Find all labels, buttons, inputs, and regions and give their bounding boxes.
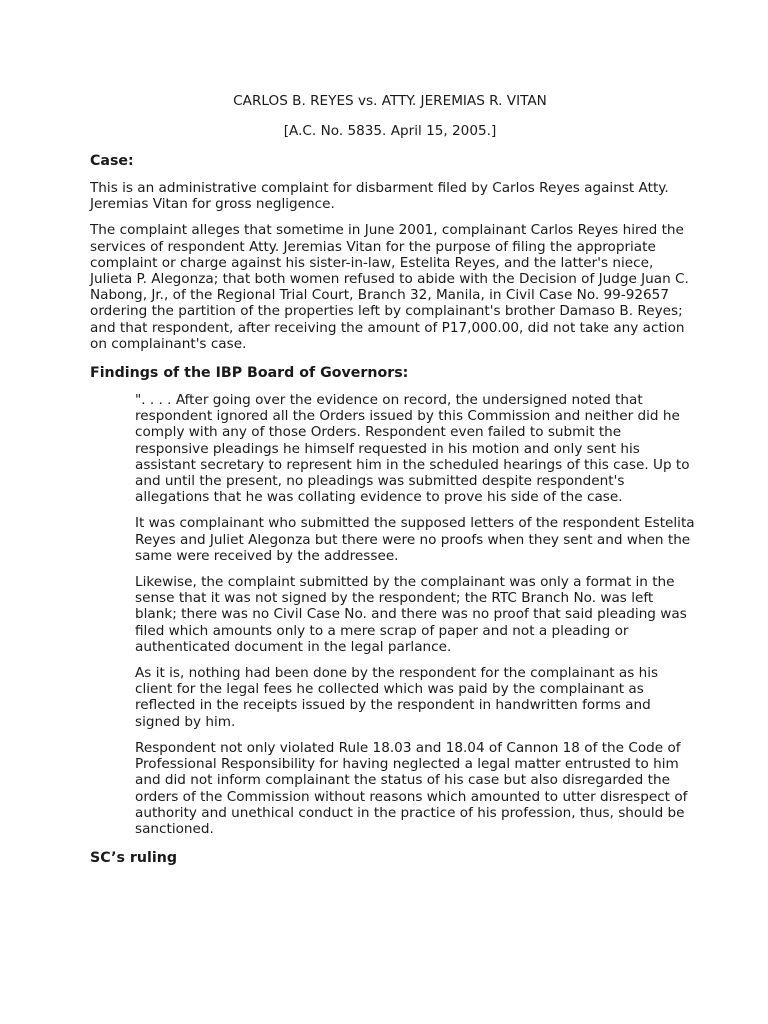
document-title: CARLOS B. REYES vs. ATTY. JEREMIAS R. VITAN: [233, 93, 547, 109]
case-heading: Case:: [90, 153, 134, 169]
case-paragraph: This is an administrative complaint for disbarment filed by Carlos Reyes against Atty. Jeremias Vitan for gross negligence.: [90, 180, 669, 213]
findings-quote-paragraph: It was complainant who submitted the supposed letters of the respondent Estelita Reyes and Juliet Alegonza but there were no proofs when they sent and when the same were received by the addressee.: [135, 515, 695, 564]
ruling-heading: SC’s ruling: [90, 850, 178, 867]
document-page: [90, 92, 695, 867]
findings-quote-paragraph: Respondent not only violated Rule 18.03 and 18.04 of Cannon 18 of the Code of Professional Responsibility for having neglected a legal matter entrusted to him and did not inform complainant the status of his case but also disregarded the orders of the Commission without reasons which amounted to utter disrespect of authority and unethical conduct in the practice of his profession, thus, should be sanctioned.: [135, 739, 688, 837]
findings-quote-paragraph: ". . . . After going over the evidence on record, the undersigned noted that respondent ignored all the Orders issued by this Commission and neither did he comply with any of those Orders. Respondent even failed to submit the responsive pleadings he himself requested in his motion and only sent his assistant secretary to represent him in the scheduled hearings of this case. Up to and until the present, no pleadings was submitted despite respondent's allegations that he was collating evidence to prove his side of the case.: [135, 392, 690, 506]
case-paragraph: The complaint alleges that sometime in June 2001, complainant Carlos Reyes hired the services of respondent Atty. Jeremias Vitan for the purpose of filing the appropriate complaint or charge against his sister-in-law, Estelita Reyes, and the latter's niece, Julieta P. Alegonza; that both women refused to abide with the Decision of Judge Juan C. Nabong, Jr., of the Regional Trial Court, Branch 32, Manila, in Civil Case No. 99-92657 ordering the partition of the properties left by complainant's brother Damaso B. Reyes; and that respondent, after receiving the amount of P17,000.00, did not take any action on complainant's case.: [90, 222, 689, 352]
findings-quote-paragraph: Likewise, the complaint submitted by the complainant was only a format in the sense that it was not signed by the respondent; the RTC Branch No. was left blank; there was no Civil Case No. and there was no proof that said pleading was filed which amounts only to a mere scrap of paper and not a pleading or authenticated document in the legal parlance.: [135, 574, 687, 655]
findings-quote-block: [135, 392, 695, 837]
findings-quote-paragraph: As it is, nothing had been done by the respondent for the complainant as his client for the legal fees he collected which was paid by the complainant as reflected in the receipts issued by the respondent in handwritten forms and signed by him.: [135, 665, 659, 730]
findings-heading: Findings of the IBP Board of Governors:: [90, 365, 409, 382]
case-citation: [A.C. No. 5835. April 15, 2005.]: [283, 123, 497, 139]
